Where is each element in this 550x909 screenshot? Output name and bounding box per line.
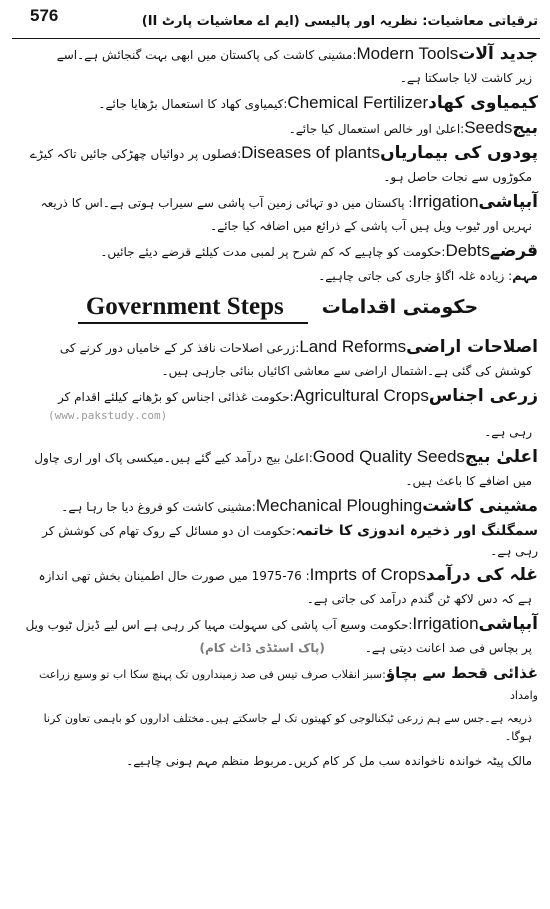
watermark-site-en: (www.pakstudy.com) — [48, 409, 168, 422]
para-continuation: کوشش کی گئی ہے۔اشتمال اراضی سے معاشی اکائیاں بنائی جارہی ہیں۔ — [161, 364, 532, 378]
para-continuation: رہی ہے۔ — [484, 425, 532, 439]
para-text: :سبز انقلاب صرف تیس فی صد زمینداروں تک پہنچ سکا اب تو وسیع زراعت وامداد — [38, 668, 538, 702]
para-good-quality-seeds — [18, 447, 538, 468]
para-seeds — [18, 118, 538, 139]
english-term: Land Reforms — [299, 337, 407, 356]
term: آبپاشی — [478, 614, 538, 634]
english-term: Mechanical Ploughing — [255, 496, 423, 515]
english-term: Debts — [445, 241, 490, 260]
para-text: :اعلیٰ بیج درآمد کیے گئے ہیں۔میکسی پاک اور اری چاول — [34, 451, 313, 465]
para-text: : زیادہ غلہ اگاؤ جاری کی جاتی چاہیے۔ — [318, 269, 513, 283]
para-text: :مشینی کاشت کی پاکستان میں ابھی بہت گنجائش ہے۔اسے — [56, 48, 357, 62]
para-continuation: زیر کاشت لایا جاسکتا ہے۔ — [399, 71, 532, 85]
para-text: :حکومت کو چاہیے کہ کم شرح پر لمبی مدت کیلئے قرضے دیئے جائیں۔ — [100, 245, 446, 259]
english-term: Imprts of Crops — [309, 565, 426, 584]
para-continuation: ذریعہ ہے۔جس سے ہم زرعی ٹیکنالوجی کو کھیتوں تک لے جاسکتے ہیں۔مختلف اداروں کو باہمی تعاون کرنا ہوگا۔ — [43, 712, 532, 743]
para-text: :اعلیٰ اور خالص استعمال کیا جائے۔ — [288, 122, 465, 136]
term: مشینی کاشت — [422, 496, 538, 516]
english-term: Chemical Fertilizer — [287, 93, 429, 112]
para-continuation: میں اضافے کا باعث ہیں۔ — [405, 474, 532, 488]
para-text: :حکومت ان دو مسائل کے روک تھام کی کوشش کر رہی ہے۔ — [42, 524, 538, 558]
section-heading — [18, 293, 538, 327]
term: اصلاحات اراضی — [406, 337, 538, 357]
english-term: Irrigation — [412, 614, 479, 633]
para-irrigation — [18, 192, 538, 213]
term: قرضے — [489, 241, 538, 261]
para-text: :حکومت غذائی اجناس کو بڑھانے کیلئے اقدام کر — [57, 390, 294, 404]
para-continuation-text: پر بچاس فی صد اعانت دیتی ہے۔ — [364, 641, 532, 655]
para-text: :مشینی کاشت کو فروغ دیا جا رہا ہے۔ — [61, 500, 256, 514]
para-modern-tools — [18, 44, 538, 65]
para-text: : 76-1975 میں صورت حال اطمینان بخش تھی اندازہ — [38, 569, 310, 583]
english-term: Diseases of plants — [241, 143, 381, 162]
header-rule — [12, 38, 540, 39]
para-chemical-fertilizer — [18, 93, 538, 114]
term: مہم — [512, 269, 538, 284]
running-title: ترقیاتی معاشیات: نظریہ اور پالیسی (ایم اے معاشیات پارٹ II) — [141, 14, 538, 29]
term: سمگلنگ اور ذخیرہ اندوزی کا خاتمہ — [295, 523, 538, 539]
para-diseases-of-plants — [18, 143, 538, 164]
para-continuation — [18, 639, 532, 657]
para-closing: مالک پیٹہ خواندہ ناخواندہ سب مل کر کام کریں۔مربوط منظم مہم ہونی چاہیے۔ — [126, 754, 532, 768]
para-irrigation-govt — [18, 614, 538, 635]
para-continuation: نہریں اور ٹیوب ویل ہیں آب پاشی کے ذرائع میں اضافہ کیا جائے۔ — [210, 219, 532, 233]
heading-english: Government Steps — [78, 293, 308, 324]
para-continuation: ہے کہ دس لاکھ ٹن گندم درآمد کی جاتی ہے۔ — [306, 592, 532, 606]
term: غلہ کی درآمد — [425, 565, 538, 585]
para-debts — [18, 241, 538, 262]
para-text: :فصلوں پر دوائیاں چھڑکی جائیں تاکہ کیڑے — [30, 147, 242, 161]
heading-urdu: حکومتی اقدامات — [321, 296, 479, 318]
term: اعلیٰ بیج — [464, 447, 538, 467]
term: کیمیاوی کھاد — [428, 93, 538, 113]
term: پودوں کی بیماریاں — [380, 143, 538, 163]
para-agricultural-crops — [18, 386, 538, 407]
english-term: Modern Tools — [356, 44, 459, 63]
term: زرعی اجناس — [428, 386, 538, 406]
para-campaign — [18, 266, 538, 287]
para-imports-of-crops — [18, 565, 538, 586]
para-text: :کیمیاوی کھاد کا استعمال بڑھایا جائے۔ — [98, 97, 288, 111]
term: آبپاشی — [478, 192, 538, 212]
page-number: 576 — [30, 6, 59, 25]
term: بیج — [512, 118, 538, 138]
watermark-site-ur: (پاک اسٹڈی ڈاٹ کام) — [199, 641, 325, 655]
english-term: Good Quality Seeds — [312, 447, 465, 466]
para-text: : پاکستان میں دو تہائی زمین آب پاشی سے سیراب ہوتی ہے۔اس کا ذریعہ — [40, 196, 413, 210]
para-famine-prevention — [18, 663, 538, 706]
term: غذائی قحط سے بچاؤ — [385, 664, 538, 682]
term: جدید آلات — [458, 44, 538, 64]
para-continuation: مکوڑوں سے نجات حاصل ہو۔ — [383, 170, 532, 184]
page-body — [18, 44, 538, 776]
english-term: Irrigation — [412, 192, 479, 211]
para-smuggling-hoarding — [18, 521, 538, 561]
para-text: :زرعی اصلاحات نافذ کر کے خامیاں دور کرنے کی — [59, 341, 300, 355]
para-text: :حکومت وسیع آب پاشی کی سہولت مہیا کر رہی ہے اس لیے ڈیزل ٹیوب ویل — [25, 618, 413, 632]
english-term: Seeds — [464, 118, 513, 137]
para-land-reforms — [18, 337, 538, 358]
english-term: Agricultural Crops — [293, 386, 429, 405]
para-mechanical-ploughing — [18, 496, 538, 517]
